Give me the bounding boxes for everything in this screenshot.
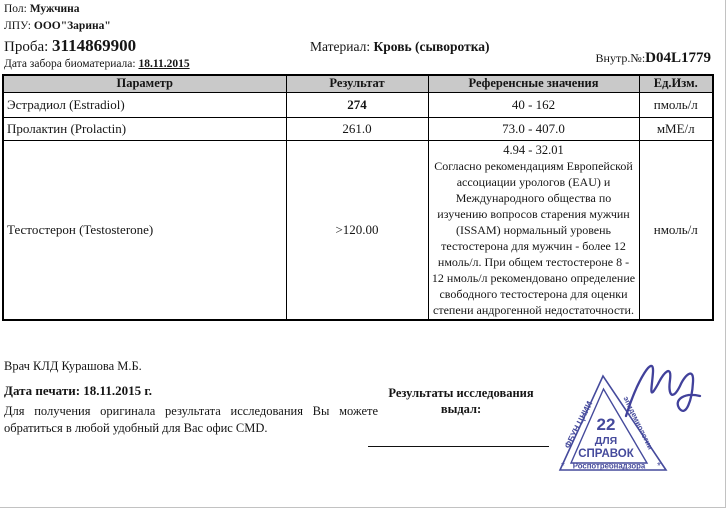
material-label: Материал:: [310, 39, 371, 54]
stamp-number: 22: [596, 415, 616, 434]
reference-range: 4.94 - 32.01: [503, 142, 564, 157]
original-results-note: Для получения оригинала результата исследования Вы можете обратиться в любой удобный для Вас офис CMD.: [4, 404, 378, 435]
parameter-cell: Пролактин (Prolactin): [3, 117, 286, 140]
column-header-reference: Референсные значения: [428, 75, 639, 92]
collection-date-value: 18.11.2015: [138, 58, 190, 70]
material-line: [310, 39, 490, 55]
unit-cell: нмоль/л: [639, 140, 713, 320]
stamp-svg: [548, 350, 726, 506]
sex-value: Мужчина: [29, 3, 80, 15]
reference-cell: [428, 140, 639, 320]
internal-no-value: D04L1779: [645, 50, 711, 66]
issued-by-line2: выдал:: [440, 402, 482, 416]
sample-label: Проба:: [4, 39, 49, 55]
results-table: [2, 74, 714, 321]
stamp-left-edge-text: ФБУН ЦНИИ: [562, 399, 595, 450]
result-cell: 274: [286, 92, 428, 117]
sex-label: Пол:: [4, 3, 27, 15]
sample-value: 3114869900: [52, 36, 137, 55]
doctor-line: Врач КЛД Курашова М.Б.: [4, 359, 142, 373]
print-date-line: Дата печати: 18.11.2015 г.: [4, 383, 153, 398]
reference-cell: 40 - 162: [428, 92, 639, 117]
signature-line: [368, 430, 549, 447]
collection-date-line: [4, 58, 190, 70]
internal-no-label: Внутр.№:: [595, 51, 646, 65]
column-header-parameter: Параметр: [3, 75, 286, 92]
stamp-and-signature: [548, 350, 726, 506]
stamp-star-left: *: [561, 461, 565, 472]
issued-by-label: [372, 385, 550, 417]
lpu-label: ЛПУ:: [4, 20, 32, 32]
issued-by-line1: Результаты исследования: [388, 386, 534, 400]
unit-cell: мМЕ/л: [639, 117, 713, 140]
lpu-line: [4, 20, 111, 32]
table-row-estradiol: [3, 92, 713, 117]
column-header-result: Результат: [286, 75, 428, 92]
patient-sex-line: [4, 3, 80, 15]
table-row-testosterone: [3, 140, 713, 320]
stamp-right-edge-text: эпидемиологии: [621, 394, 656, 452]
column-header-unit: Ед.Изм.: [639, 75, 713, 92]
stamp-line1: ДЛЯ: [594, 435, 618, 447]
reference-cell: 73.0 - 407.0: [428, 117, 639, 140]
sample-number-line: [4, 36, 136, 56]
result-cell: 261.0: [286, 117, 428, 140]
unit-cell: пмоль/л: [639, 92, 713, 117]
internal-number-line: [596, 50, 711, 67]
table-header-row: [3, 75, 713, 92]
stamp-star-right: *: [657, 461, 661, 472]
material-value: Кровь (сыворотка): [373, 39, 490, 54]
table-row-prolactin: [3, 117, 713, 140]
collection-date-label: Дата забора биоматериала:: [4, 58, 136, 70]
parameter-cell: Эстрадиол (Estradiol): [3, 92, 286, 117]
stamp-line2: СПРАВОК: [578, 448, 634, 460]
result-cell: >120.00: [286, 140, 428, 320]
reference-note: Согласно рекомендациям Европейской ассоциации урологов (EAU) и Международного общества по изучению вопросов старения мужчин (ISSAM) нормальный уровень тестостерона для мужчин - более 12 нмоль/л. При общем тестостероне 8 - 12 нмоль/л рекомендовано определение свободного тестостерона для оценки степени андрогенной недостаточности.: [431, 158, 636, 317]
parameter-cell: Тестостерон (Testosterone): [3, 140, 286, 320]
lpu-value: ООО"Зарина": [33, 20, 111, 32]
stamp-bottom-text: Роспотребнадзора: [572, 461, 646, 471]
